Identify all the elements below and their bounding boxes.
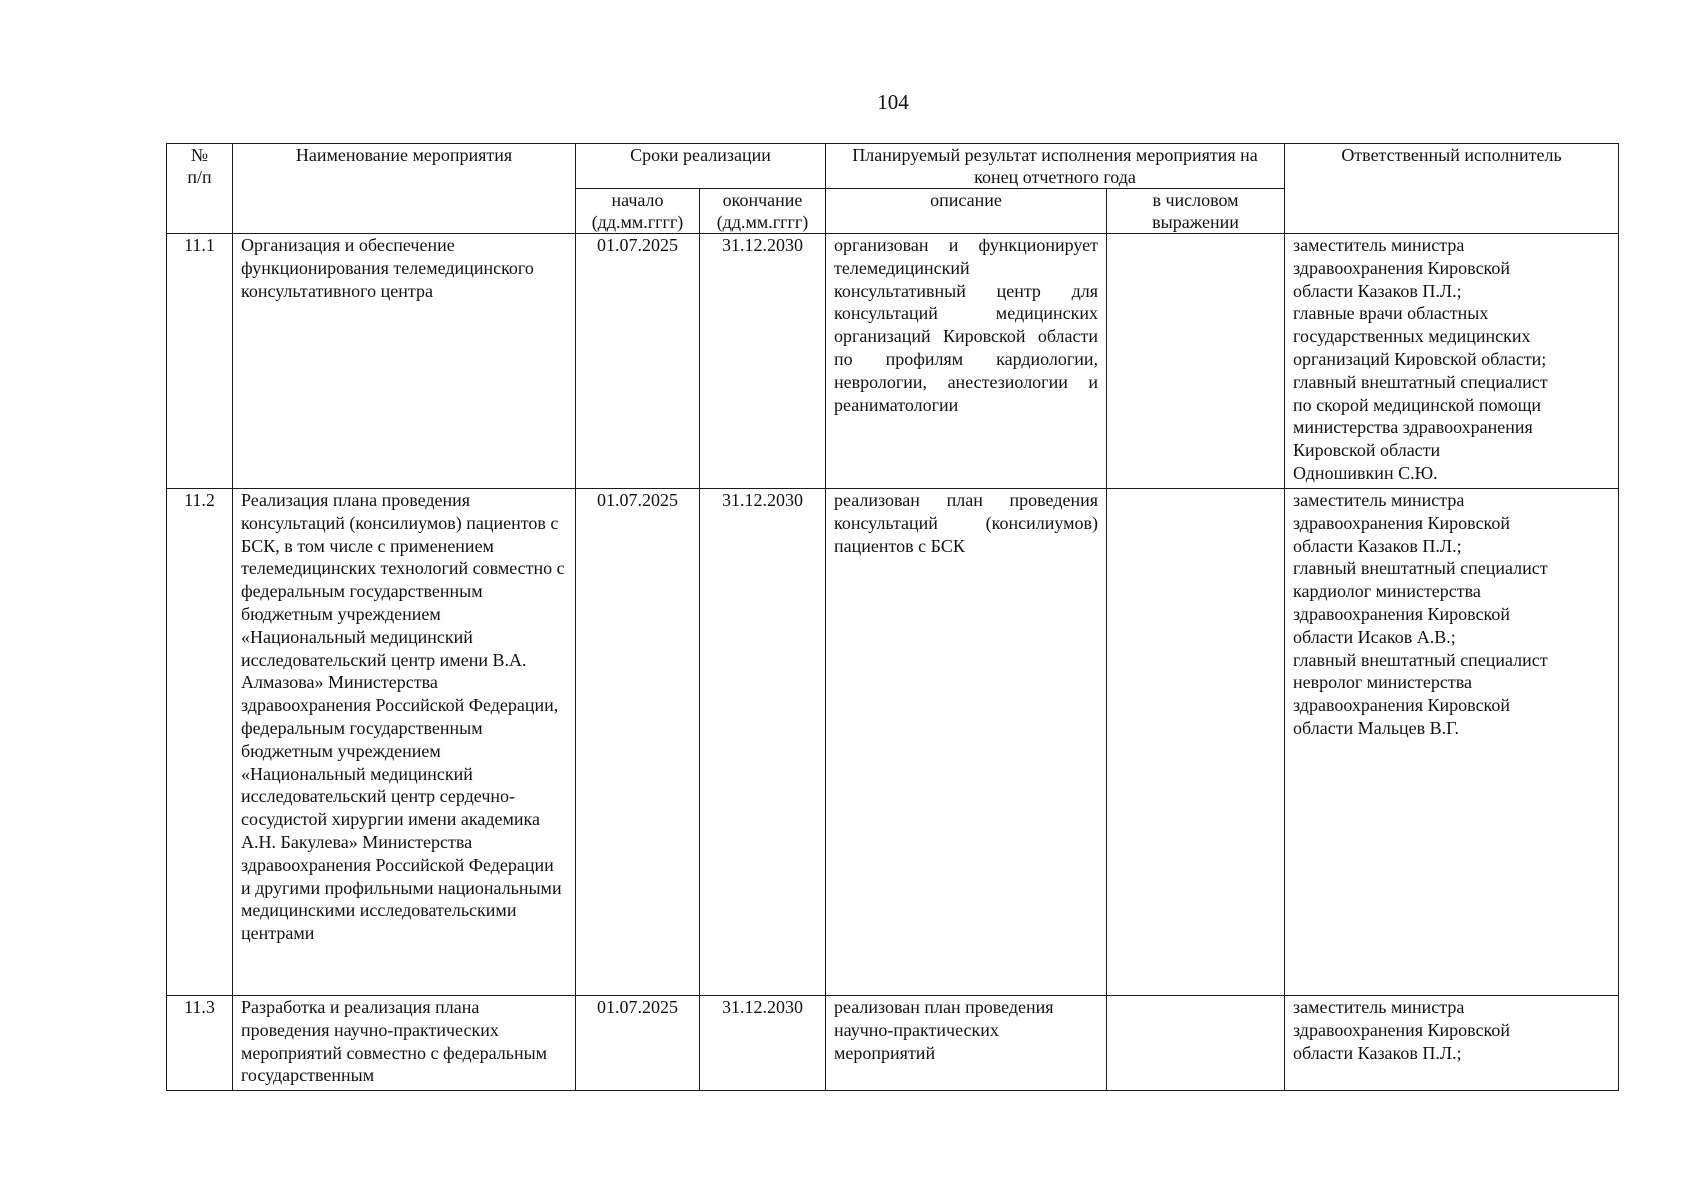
plan-table [166, 143, 1619, 1091]
row-name: Реализация плана проведения консультаций (консилиумов) пациентов с БСК, в том числе с применением телемедицинских технологий совместно с федеральным государственным бюджетным учреждением «Национальный медицинский исследовательский центр имени В.А. Алмазова» Министерства здравоохранения Российской Федерации, федеральным государственным бюджетным учреждением «Национальный медицинский исследовательский центр сердечно-сосудистой хирургии имени академика А.Н. Бакулева» Министерства здравоохранения Российской Федерации и другими профильными национальными медицинскими исследовательскими центрами [233, 489, 576, 996]
row-description: реализован план проведения научно-практических мероприятий [826, 996, 1107, 1091]
page-number: 104 [877, 90, 909, 114]
header-description: описание [826, 189, 1107, 234]
row-num: 11.3 [167, 996, 233, 1091]
row-responsible: заместитель министра здравоохранения Кировской области Казаков П.Л.; главные врачи областных государственных медицинских организаций Кировской области; главный внештатный специалист по скорой медицинской помощи министерства здравоохранения Кировской области Одношивкин С.Ю. [1285, 234, 1619, 489]
header-name: Наименование мероприятия [233, 144, 576, 234]
header-numeric: в числовом выражении [1107, 189, 1285, 234]
header-period: Сроки реализации [576, 144, 826, 189]
table-row [167, 996, 1619, 1091]
row-start-date: 01.07.2025 [576, 489, 700, 996]
header-start: начало (дд.мм.гггг) [576, 189, 700, 234]
header-row-1 [167, 144, 1619, 189]
row-start-date: 01.07.2025 [576, 996, 700, 1091]
row-description: реализован план проведения консультаций (консилиумов) пациентов с БСК [826, 489, 1107, 996]
row-numeric [1107, 234, 1285, 489]
header-num: № п/п [167, 144, 233, 234]
row-numeric [1107, 996, 1285, 1091]
table-row [167, 234, 1619, 489]
header-responsible: Ответственный исполнитель [1285, 144, 1619, 234]
row-responsible: заместитель министра здравоохранения Кировской области Казаков П.Л.; [1285, 996, 1619, 1091]
row-start-date: 01.07.2025 [576, 234, 700, 489]
table-row [167, 489, 1619, 996]
row-numeric [1107, 489, 1285, 996]
row-name: Разработка и реализация плана проведения научно-практических мероприятий совместно с федеральным государственным [233, 996, 576, 1091]
row-responsible: заместитель министра здравоохранения Кировской области Казаков П.Л.; главный внештатный специалист кардиолог министерства здравоохранения Кировской области Исаков А.В.; главный внештатный специалист невролог министерства здравоохранения Кировской области Мальцев В.Г. [1285, 489, 1619, 996]
header-result: Планируемый результат исполнения мероприятия на конец отчетного года [826, 144, 1285, 189]
row-name: Организация и обеспечение функционирования телемедицинского консультативного центра [233, 234, 576, 489]
row-end-date: 31.12.2030 [700, 996, 826, 1091]
row-end-date: 31.12.2030 [700, 234, 826, 489]
header-end: окончание (дд.мм.гггг) [700, 189, 826, 234]
row-num: 11.2 [167, 489, 233, 996]
row-num: 11.1 [167, 234, 233, 489]
row-description: организован и функционирует телемедицинский консультативный центр для консультаций медицинских организаций Кировской области по профилям кардиологии, неврологии, анестезиологии и реаниматологии [826, 234, 1107, 489]
row-end-date: 31.12.2030 [700, 489, 826, 996]
